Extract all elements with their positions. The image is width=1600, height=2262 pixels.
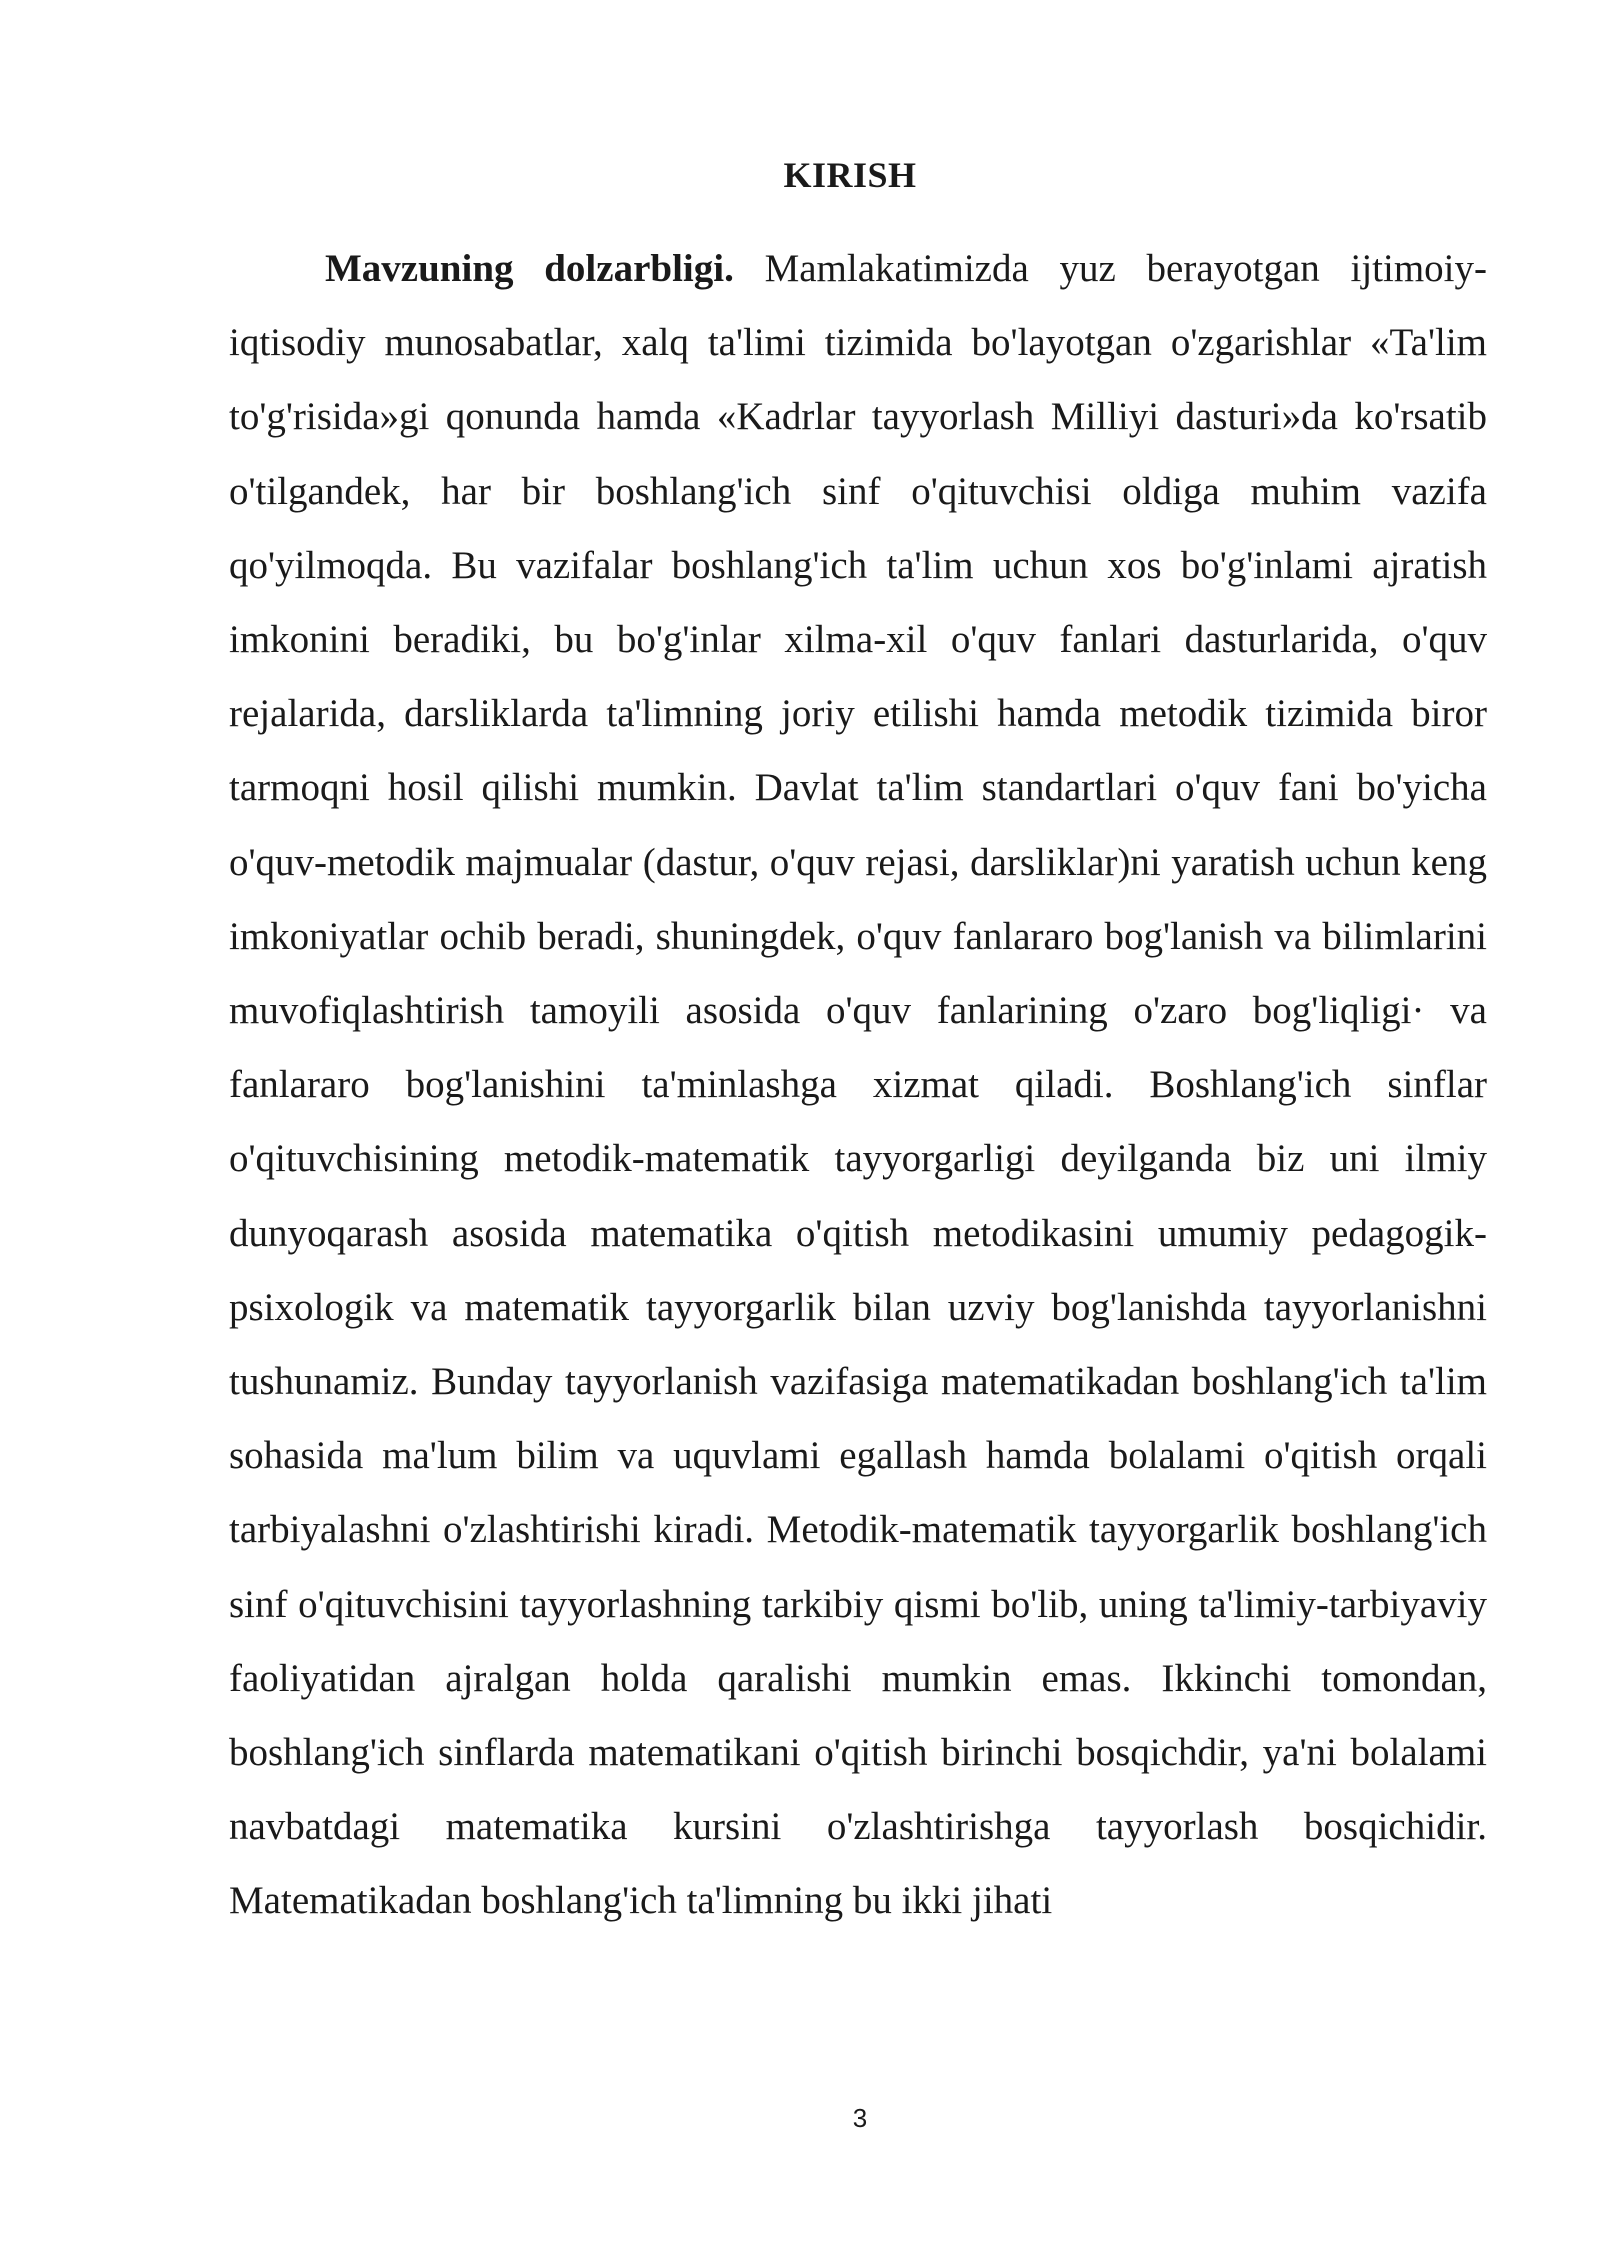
section-heading: KIRISH — [783, 155, 917, 195]
paragraph-lead: Mavzuning dolzarbligi. — [325, 247, 734, 290]
paragraph-text: Mamlakatimizda yuz berayotgan ijtimoiy-iqtisodiy munosabatlar, xalq ta'limi tizimida bo'layotgan o'zgarishlar «Ta'lim to'g'risida»gi qonunda hamda «Kadrlar tayyorlash Milliyi dasturi»da ko'rsatib o'tilgandek, har bir boshlang'ich sinf o'qituvchisi oldiga muhim vazifa qo'yilmoqda. Bu vazifalar boshlang'ich ta'lim uchun xos bo'g'inlami ajratish imkonini beradiki, bu bo'g'inlar xilma-xil o'quv fanlari dasturlarida, o'quv rejalarida, darsliklarda ta'limning joriy etilishi hamda metodik tizimida biror tarmoqni hosil qilishi mumkin. Davlat ta'lim standartlari o'quv fani bo'yicha o'quv-metodik majmualar (dastur, o'quv rejasi, darsliklar)ni yaratish uchun keng imkoniyatlar ochib beradi, shuningdek, o'quv fanlararo bog'lanish va bilimlarini muvofiqlashtirish tamoyili asosida o'quv fanlarining o'zaro bog'liqligi· va fanlararo bog'lanishini ta'minlashga xizmat qiladi. Boshlang'ich sinflar o'qituvchisining metodik-matematik tayyorgarligi deyilganda biz uni ilmiy dunyoqarash asosida matematika o'qitish metodikasini umumiy pedagogik-psixologik va matematik tayyorgarlik bilan uzviy bog'lanishda tayyorlanishni tushunamiz. Bunday tayyorlanish vazifasiga matematikadan boshlang'ich ta'lim sohasida ma'lum bilim va uquvlami egallash hamda bolalami o'qitish orqali tarbiyalashni o'zlashtirishi kiradi. Metodik-matematik tayyorgarlik boshlang'ich sinf o'qituvchisini tayyorlashning tarkibiy qismi bo'lib, uning ta'limiy-tarbiyaviy faoliyatidan ajralgan holda qaralishi mumkin emas. Ikkinchi tomondan, boshlang'ich sinflarda matematikani o'qitish birinchi bosqichdir, ya'ni bolalami navbatdagi matematika kursini o'zlashtirishga tayyorlash bosqichidir. Matematikadan boshlang'ich ta'limning bu ikki jihati — [229, 247, 1488, 1923]
body-paragraph — [229, 232, 1487, 1939]
page-number: 3 — [852, 2103, 868, 2133]
